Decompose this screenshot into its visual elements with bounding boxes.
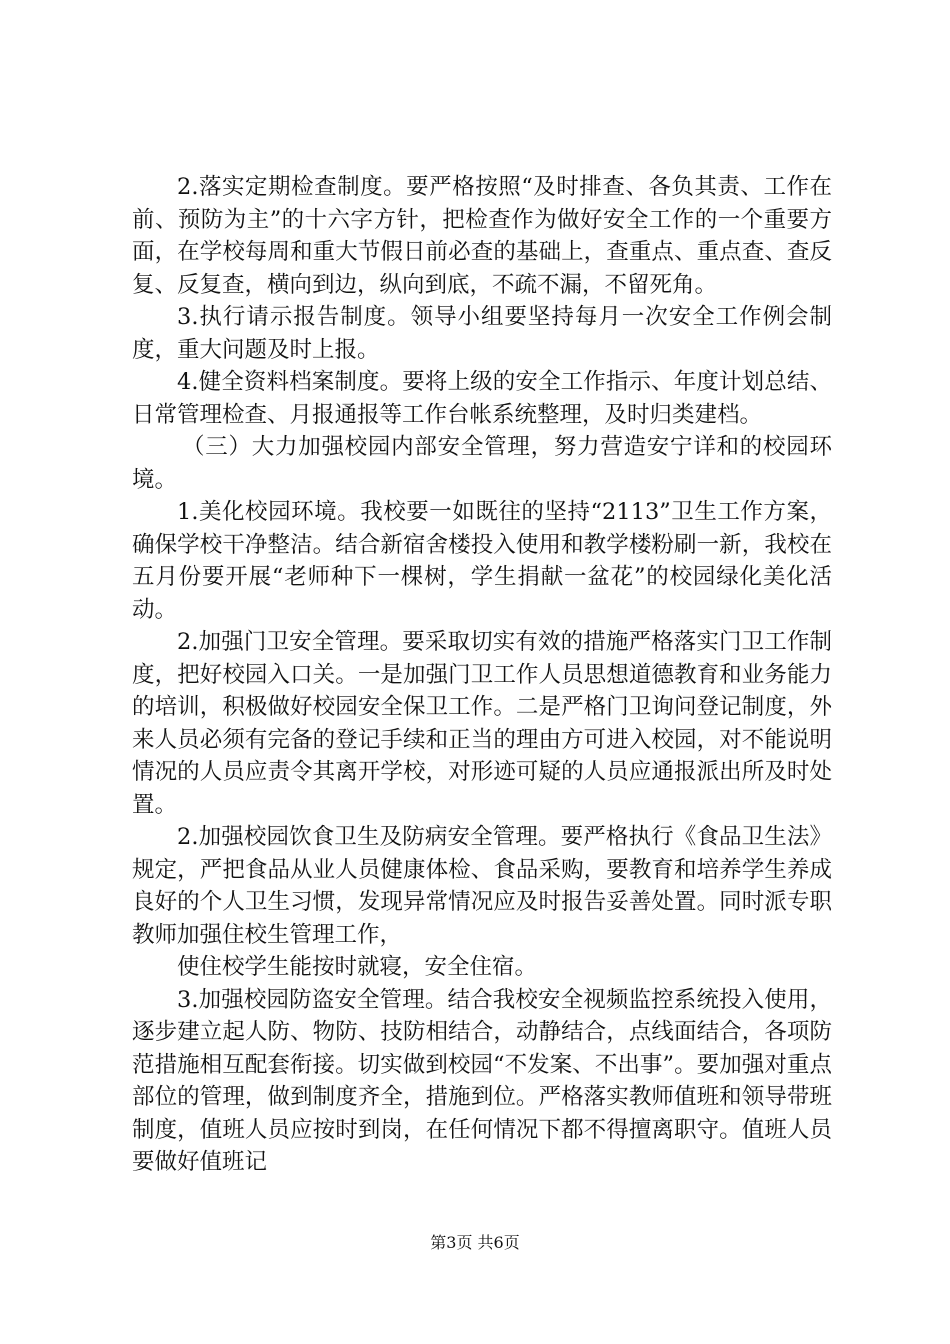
paragraph-gate-security: 2.加强门卫安全管理。要采取切实有效的措施严格落实门卫工作制度，把好校园入口关。一是加强门卫工作人员思想道德教育和业务能力的培训，积极做好校园安全保卫工作。二是严格门卫询问登记制度，外来人员必须有完备的登记手续和正当的理由方可进入校园，对不能说明情况的人员应责令其离开学校，对形迹可疑的人员应通报派出所及时处置。 (132, 629, 832, 818)
paragraph-regular-inspection: 2.落实定期检查制度。要严格按照“及时排查、各负其责、工作在前、预防为主”的十六字方针，把检查作为做好安全工作的一个重要方面，在学校每周和重大节假日前必查的基础上，查重点、重点查、查反复、反复查，横向到边，纵向到底，不疏不漏，不留死角。 (132, 174, 832, 298)
paragraph-dorm-students: 使住校学生能按时就寝，安全住宿。 (177, 954, 538, 980)
section-heading-campus-safety: （三）大力加强校园内部安全管理，努力营造安宁详和的校园环境。 (132, 434, 832, 493)
paragraph-archive-system: 4.健全资料档案制度。要将上级的安全工作指示、年度计划总结、日常管理检查、月报通报等工作台帐系统整理，及时归类建档。 (132, 369, 832, 428)
paragraph-food-hygiene: 2.加强校园饮食卫生及防病安全管理。要严格执行《食品卫生法》规定，严把食品从业人员健康体检、食品采购，要教育和培养学生养成良好的个人卫生习惯，发现异常情况应及时报告妥善处置。同时派专职教师加强住校生管理工作， (132, 824, 832, 948)
document-body (132, 171, 832, 1179)
paragraph-campus-beautify: 1.美化校园环境。我校要一如既往的坚持“2113”卫生工作方案，确保学校干净整洁。结合新宿舍楼投入使用和教学楼粉刷一新，我校在五月份要开展“老师种下一棵树，学生捐献一盆花”的校园绿化美化活动。 (132, 499, 832, 623)
page-number-footer: 第3页 共6页 (430, 1233, 520, 1252)
paragraph-anti-theft: 3.加强校园防盗安全管理。结合我校安全视频监控系统投入使用，逐步建立起人防、物防、技防相结合，动静结合，点线面结合，各项防范措施相互配套衔接。切实做到校园“不发案、不出事”。要加强对重点部位的管理，做到制度齐全，措施到位。严格落实教师值班和领导带班制度，值班人员应按时到岗，在任何情况下都不得擅离职守。值班人员要做好值班记 (132, 986, 832, 1175)
paragraph-report-system: 3.执行请示报告制度。领导小组要坚持每月一次安全工作例会制度，重大问题及时上报。 (132, 304, 832, 363)
